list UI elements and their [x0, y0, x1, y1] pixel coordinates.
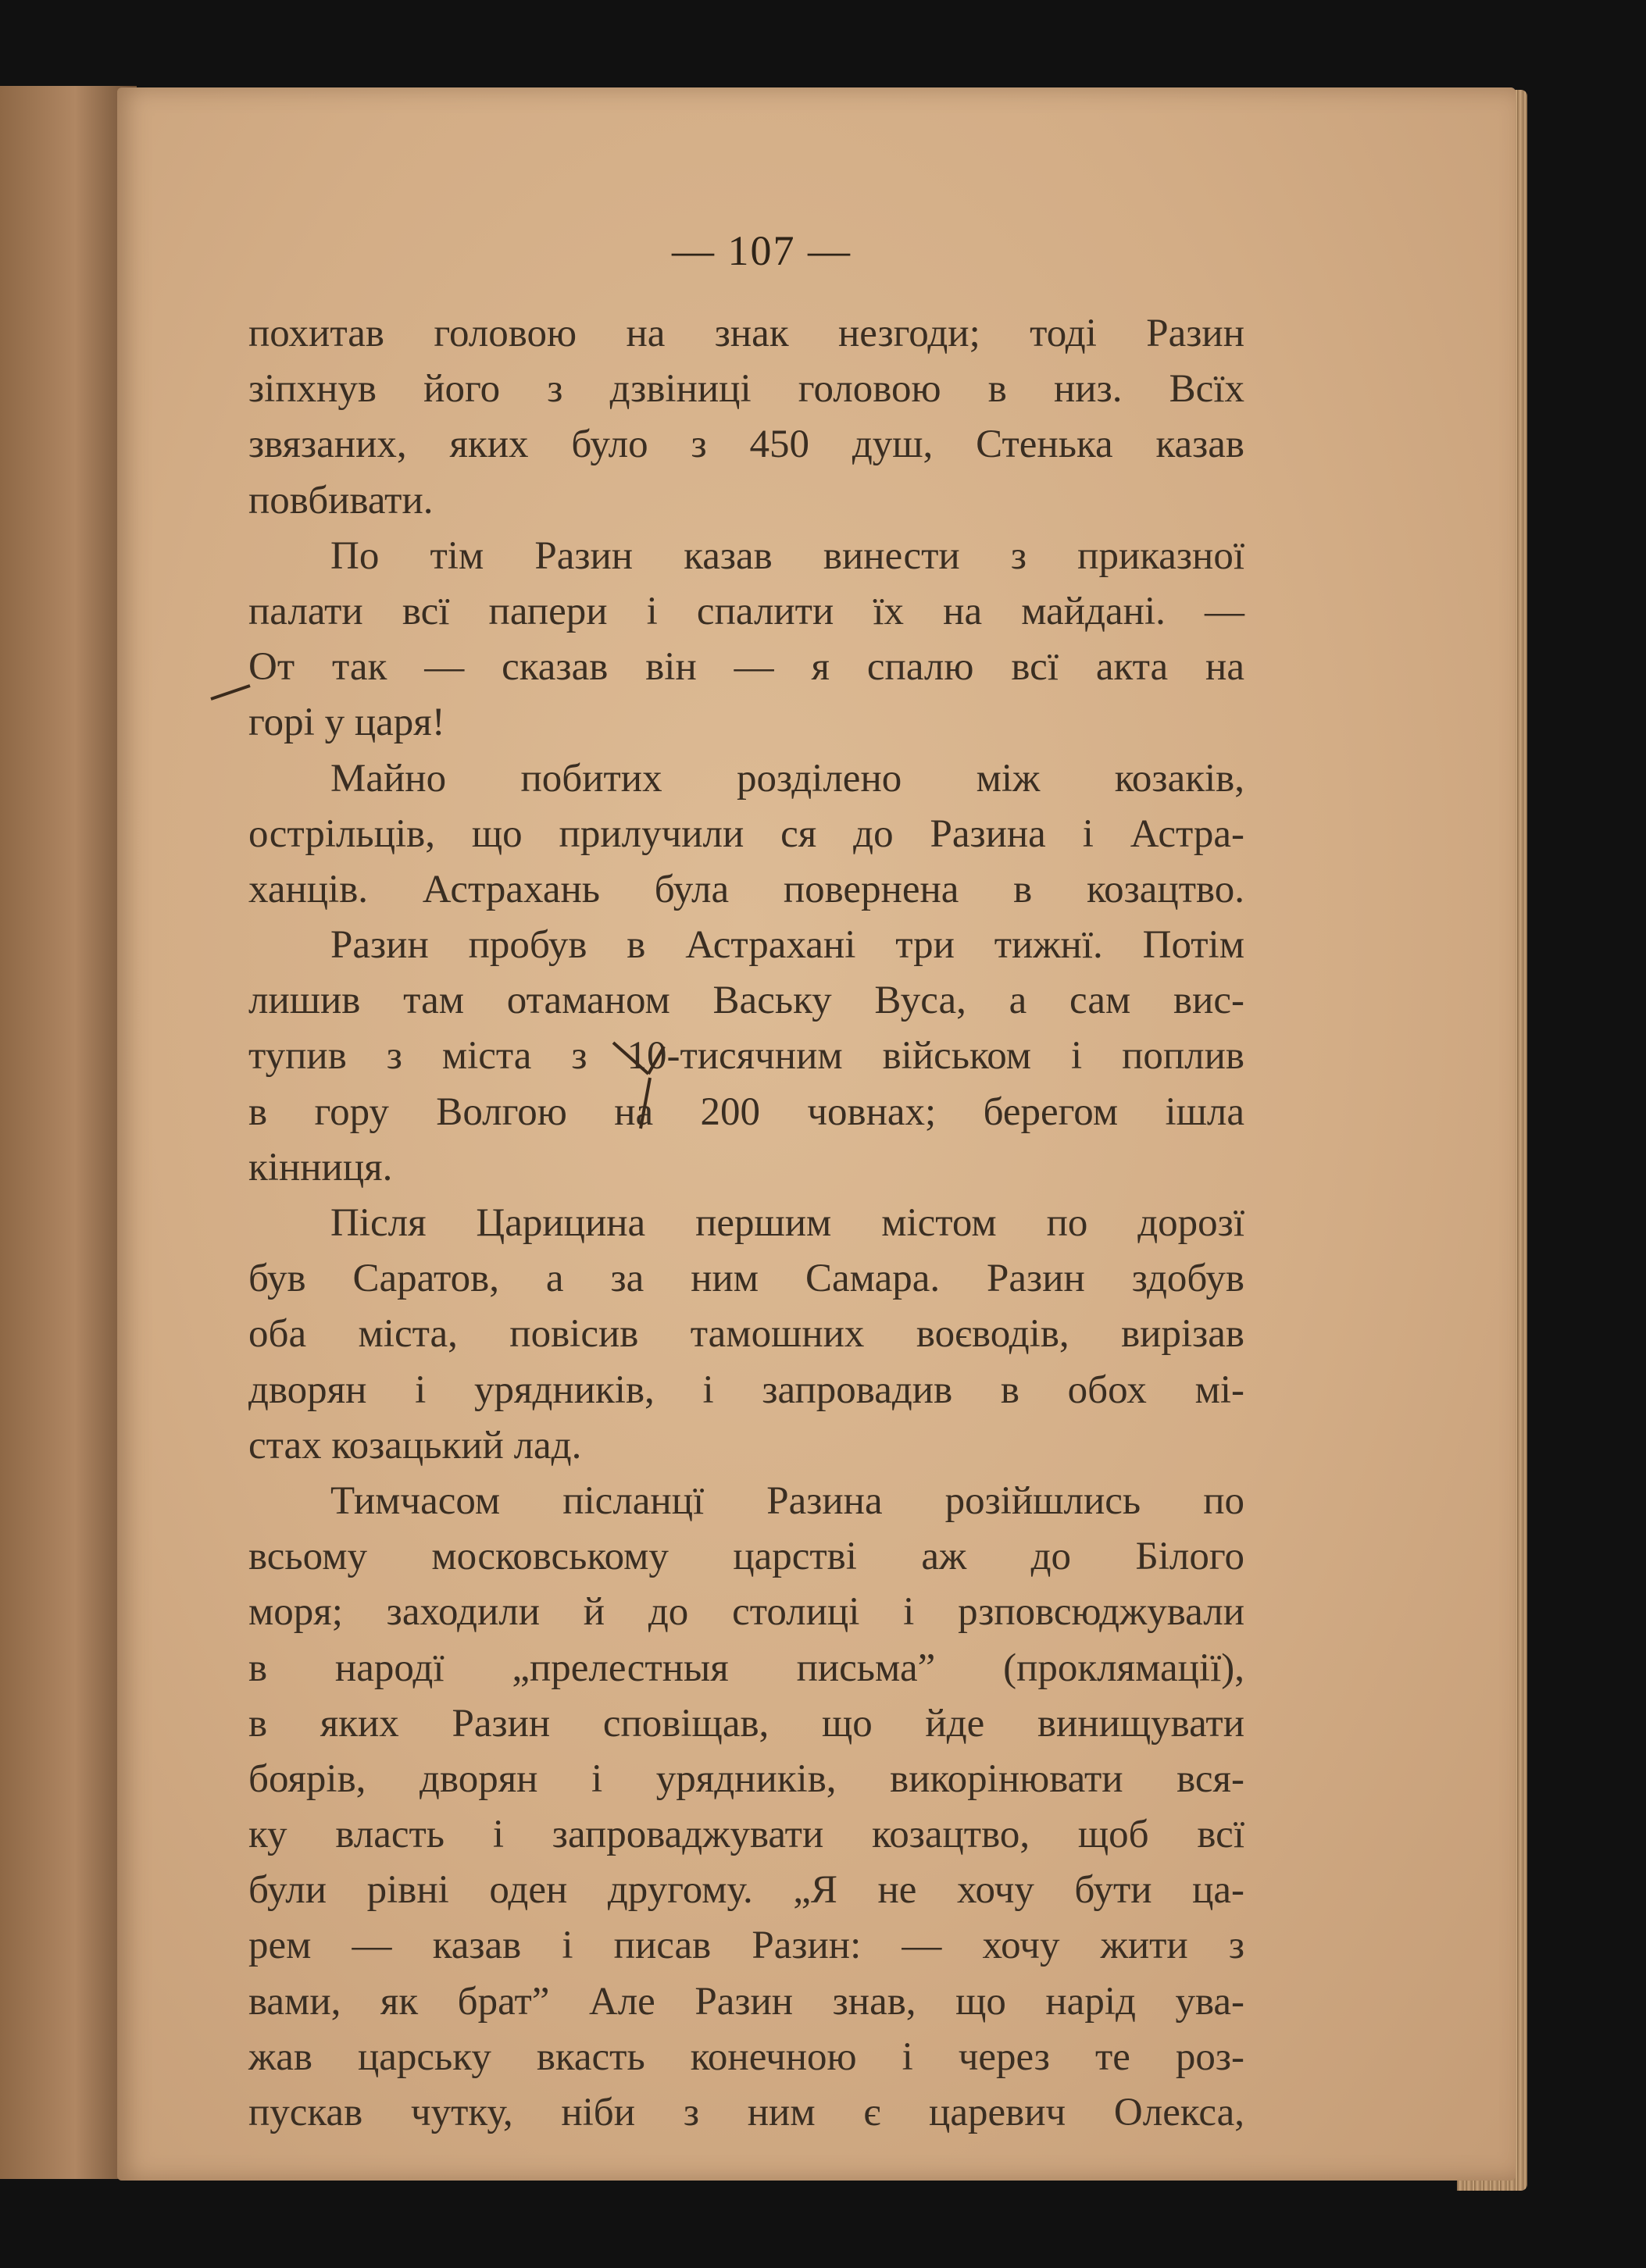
- text-line: Разин пробув в Астрахані три тижнї. Потім: [330, 923, 1244, 968]
- text-line: звязаних, яких було з 450 душ, Стенька казав: [248, 423, 1244, 467]
- pencil-dash-icon: [207, 679, 254, 703]
- text-line: жав царську вкасть конечною і через те роз-: [248, 2034, 1244, 2079]
- text-line: вами, як брат” Але Разин знав, що нарід ува-: [248, 1979, 1244, 2024]
- body-text: [248, 306, 1244, 2141]
- text-line: оба міста, повісив тамошних воєводів, вирізав: [248, 1312, 1244, 1357]
- previous-page-edge: [0, 86, 137, 2179]
- text-line: стах козацький лад.: [248, 1423, 582, 1467]
- text-line: От так — сказав він — я спалю всї акта на: [248, 645, 1244, 690]
- text-line: Тимчасом післанцї Разина розійшлись по: [330, 1478, 1244, 1523]
- text-line: Майно побитих розділено між козаків,: [330, 756, 1244, 801]
- text-line: пускав чутку, ніби з ним є царевич Олекса,: [248, 2091, 1244, 2134]
- text-line: зіпхнув його з дзвіниці головою в низ. Всїх: [248, 367, 1244, 412]
- text-line: в народї „прелестныя письма” (проклямації),: [248, 1646, 1244, 1690]
- text-line: рем — казав і писав Разин: — хочу жити з: [248, 1924, 1244, 1968]
- text-line: горі у царя!: [248, 701, 445, 745]
- text-line: в яких Разин сповіщав, що йде винищувати: [248, 1701, 1244, 1746]
- text-line: були рівні оден другому. „Я не хочу бути ца-: [248, 1868, 1244, 1913]
- page-number: — 107 —: [672, 227, 852, 274]
- text-line: лишив там отаманом Ваську Вуса, а сам вис-: [248, 979, 1244, 1023]
- pencil-mark-icon: [609, 1035, 703, 1136]
- text-line: всьому московському царстві аж до Білого: [248, 1535, 1244, 1579]
- text-line: палати всї папери і спалити їх на майдані. —: [248, 589, 1244, 633]
- text-line: боярів, дворян і урядників, викорінювати вся-: [248, 1756, 1244, 1801]
- text-line: По тім Разин казав винести з приказної: [330, 533, 1244, 578]
- text-line: моря; заходили й до столиці і рзповсюджували: [248, 1590, 1244, 1635]
- text-line: похитав головою на знак незгоди; тоді Разин: [248, 312, 1244, 355]
- text-line: ку власть і запроваджувати козацтво, щоб всї: [248, 1813, 1244, 1857]
- text-line: був Саратов, а за ним Самара. Разин здобув: [248, 1257, 1244, 1301]
- text-line: дворян і урядників, і запровадив в обох мі-: [248, 1368, 1244, 1412]
- text-line: повбивати.: [248, 478, 434, 522]
- text-line: острільців, що прилучили ся до Разина і Астра-: [248, 811, 1244, 856]
- text-line: кінниця.: [248, 1145, 393, 1189]
- text-line: в гору Волгою на 200 човнах; берегом ішла: [248, 1089, 1244, 1134]
- text-line: тупив з міста з 10-тисячним військом і поплив: [248, 1034, 1244, 1079]
- text-line: Після Царицина першим містом по дорозї: [330, 1201, 1244, 1245]
- text-line: ханців. Астрахань була повернена в козацтво.: [248, 867, 1244, 911]
